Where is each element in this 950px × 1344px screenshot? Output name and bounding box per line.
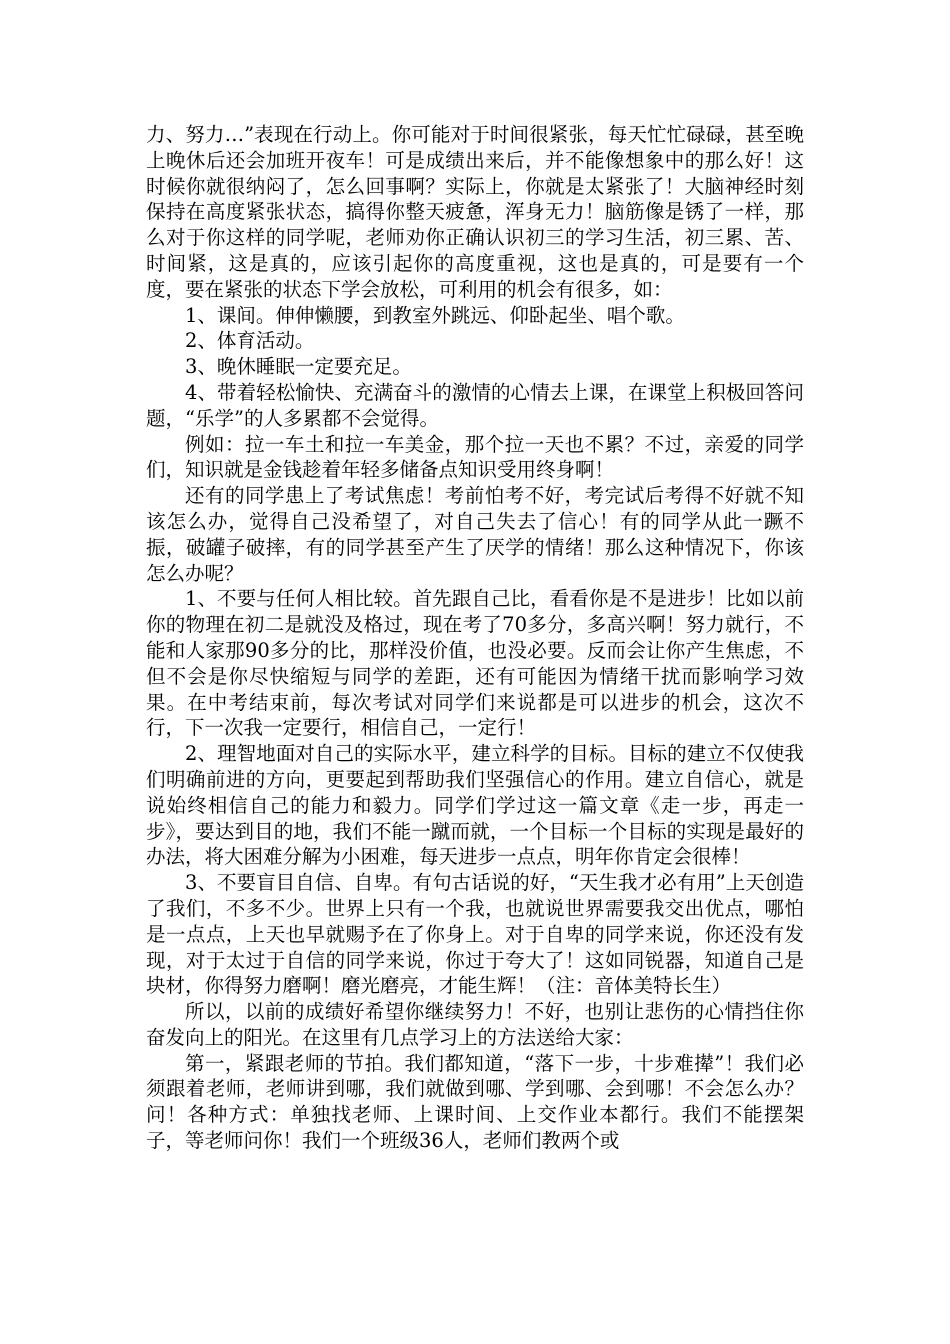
paragraph: 还有的同学患上了考试焦虑！考前怕考不好，考完试后考得不好就不知该怎么办，觉得自己没希望了，对自己失去了信心！有的同学从此一蹶不振，破罐子破摔，有的同学甚至产生了厌学的情绪！那么这种情况下，你该怎么办呢？ [146,484,804,585]
paragraph-list-item: 2、体育活动。 [185,329,315,353]
paragraph-list-item: 4、带着轻松愉快、充满奋斗的激情的心情去上课，在课堂上积极回答问题，“乐学”的人多累都不会觉得。 [146,380,804,430]
paragraph: 所以，以前的成绩好希望你继续努力！不好，也别让悲伤的心情挡住你奋发向上的阳光。在这里有几点学习上的方法送给大家： [146,1000,804,1049]
paragraph: 第一，紧跟老师的节拍。我们都知道，“落下一步，十步难撵”！我们必须跟着老师，老师讲到哪，我们就做到哪、学到哪、会到哪！不会怎么办？问！各种方式：单独找老师、上课时间、上交作业本都行。我们不能摆架子，等老师问你！我们一个班级36人，老师们教两个或 [146,1051,804,1153]
paragraph-list-item: 3、不要盲目自信、自卑。有句古话说的好，“天生我才必有用”上天创造了我们，不多不少。世界上只有一个我，也就说世界需要我交出优点，哪怕是一点点，上天也早就赐予在了你身上。对于自卑的同学来说，你还没有发现，对于太过于自信的同学来说，你过于夸大了！这如同锐器，知道自己是块材，你得努力磨啊！磨光磨亮，才能生辉！（注：音体美特长生） [146,871,804,998]
paragraph-list-item: 1、课间。伸伸懒腰，到教室外跳远、仰卧起坐、唱个歌。 [185,303,685,327]
paragraph-list-item: 2、理智地面对自己的实际水平，建立科学的目标。目标的建立不仅使我们明确前进的方向，更要起到帮助我们坚强信心的作用。建立自信心，就是说始终相信自己的能力和毅力。同学们学过这一篇文章《走一步，再走一步》，要达到目的地，我们不能一蹴而就，一个目标一个目标的实现是最好的办法，将大困难分解为小困难，每天进步一点点，明年你肯定会很棒！ [146,742,804,869]
paragraph-list-item: 1、不要与任何人相比较。首先跟自己比，看看你是不是进步！比如以前你的物理在初二是就没及格过，现在考了70多分，多高兴啊！努力就行，不能和人家那90多分的比，那样没价值，也没必要。反而会让你产生焦虑，不但不会是你尽快缩短与同学的差距，还有可能因为情绪干扰而影响学习效果。在中考结束前，每次考试对同学们来说都是可以进步的机会，这次不行，下一次我一定要行，相信自己，一定行！ [146,587,804,740]
paragraph-list-item: 3、晚休睡眠一定要充足。 [185,355,412,379]
paragraph: 力、努力…”表现在行动上。你可能对于时间很紧张，每天忙忙碌碌，甚至晚上晚休后还会加班开夜车！可是成绩出来后，并不能像想象中的那么好！这时候你就很纳闷了，怎么回事啊？实际上，你就是太紧张了！大脑神经时刻保持在高度紧张状态，搞得你整天疲惫，浑身无力！脑筋像是锈了一样，那么对于你这样的同学呢，老师劝你正确认识初三的学习生活，初三累、苦、时间紧，这是真的，应该引起你的高度重视，这也是真的，可是要有一个度，要在紧张的状态下学会放松，可利用的机会有很多，如： [146,123,804,301]
document-body [146,122,804,1154]
paragraph: 例如：拉一车土和拉一车美金，那个拉一天也不累？不过，亲爱的同学们，知识就是金钱趁着年轻多储备点知识受用终身啊！ [146,432,804,482]
